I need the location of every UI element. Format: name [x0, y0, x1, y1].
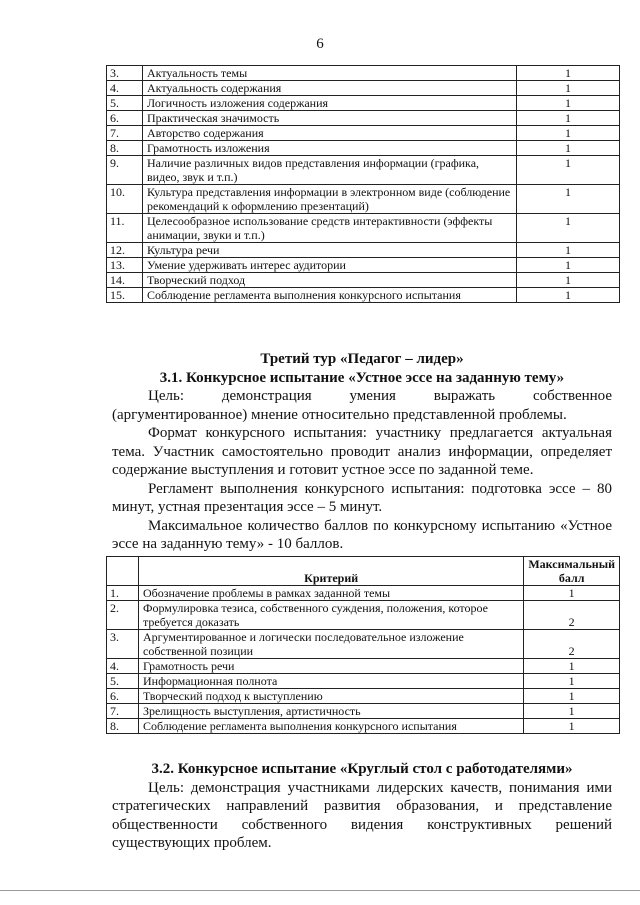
table-row — [107, 66, 620, 81]
cell-criterion: Культура речи — [143, 243, 517, 258]
header-score: Максимальный балл — [524, 557, 620, 586]
table-row — [107, 96, 620, 111]
table-row — [107, 586, 620, 601]
max-score-paragraph: Максимальное количество баллов по конкурсному испытанию «Устное эссе на заданную тему» - 10 баллов. — [112, 517, 612, 552]
cell-num: 4. — [107, 81, 143, 96]
header-num — [107, 557, 139, 586]
cell-score: 1 — [517, 111, 620, 126]
cell-score: 1 — [517, 66, 620, 81]
cell-num: 10. — [107, 185, 143, 214]
section-title: Третий тур «Педагог – лидер» — [260, 351, 464, 367]
cell-num: 3. — [107, 630, 139, 659]
cell-score: 1 — [524, 586, 620, 601]
cell-num: 13. — [107, 258, 143, 273]
cell-num: 8. — [107, 719, 139, 734]
section-3 — [112, 350, 612, 554]
table-row — [107, 141, 620, 156]
cell-criterion: Актуальность темы — [143, 66, 517, 81]
table-row — [107, 258, 620, 273]
cell-criterion: Целесообразное использование средств интерактивности (эффекты анимации, звуки и т.п.) — [143, 214, 517, 243]
cell-criterion: Соблюдение регламента выполнения конкурсного испытания — [143, 288, 517, 303]
goal-line-1: Цель: демонстрация умения выражать собственное — [148, 388, 612, 404]
cell-criterion: Умение удерживать интерес аудитории — [143, 258, 517, 273]
format-paragraph: Формат конкурсного испытания: участнику предлагается актуальная тема. Участник самостоятельно проводит анализ информации, определяет содержание выступления и готовит устное эссе по заданной теме. — [112, 425, 612, 478]
cell-criterion: Актуальность содержания — [143, 81, 517, 96]
header-criterion: Критерий — [139, 557, 524, 586]
cell-num: 11. — [107, 214, 143, 243]
cell-score: 1 — [517, 273, 620, 288]
table-row — [107, 659, 620, 674]
cell-num: 7. — [107, 126, 143, 141]
cell-num: 4. — [107, 659, 139, 674]
cell-num: 6. — [107, 111, 143, 126]
cell-score: 1 — [517, 288, 620, 303]
table-row — [107, 273, 620, 288]
cell-num: 6. — [107, 689, 139, 704]
cell-score: 1 — [517, 81, 620, 96]
table-row — [107, 704, 620, 719]
section-subtitle: 3.1. Конкурсное испытание «Устное эссе на заданную тему» — [159, 369, 565, 386]
table-row — [107, 674, 620, 689]
table-row — [107, 601, 620, 630]
cell-criterion: Практическая значимость — [143, 111, 517, 126]
cell-score: 1 — [517, 214, 620, 243]
cell-score: 1 — [517, 156, 620, 185]
regulation-paragraph: Регламент выполнения конкурсного испытания: подготовка эссе – 80 минут, устная презентация эссе – 5 минут. — [112, 480, 612, 515]
cell-score: 1 — [517, 96, 620, 111]
cell-criterion: Формулировка тезиса, собственного суждения, положения, которое требуется доказать — [139, 601, 524, 630]
cell-num: 15. — [107, 288, 143, 303]
cell-criterion: Творческий подход к выступлению — [139, 689, 524, 704]
page-number: 6 — [316, 36, 324, 52]
table-row — [107, 156, 620, 185]
cell-criterion: Логичность изложения содержания — [143, 96, 517, 111]
table-row — [107, 243, 620, 258]
cell-criterion: Грамотность изложения — [143, 141, 517, 156]
cell-num: 1. — [107, 586, 139, 601]
cell-criterion: Культура представления информации в электронном виде (соблюдение рекомендаций к оформлению презентаций) — [143, 185, 517, 214]
cell-score: 1 — [524, 719, 620, 734]
cell-num: 9. — [107, 156, 143, 185]
table-row — [107, 214, 620, 243]
cell-criterion: Зрелищность выступления, артистичность — [139, 704, 524, 719]
cell-score: 1 — [524, 704, 620, 719]
cell-criterion: Грамотность речи — [139, 659, 524, 674]
section-3-2-goal: Цель: демонстрация участниками лидерских качеств, понимания ими стратегических направлений развития образования, и представление общественности собственного видения конструктивных решений существующих проблем. — [112, 779, 612, 851]
cell-score: 1 — [517, 126, 620, 141]
cell-num: 8. — [107, 141, 143, 156]
table-row — [107, 719, 620, 734]
table-row — [107, 111, 620, 126]
cell-score: 1 — [517, 258, 620, 273]
cell-num: 14. — [107, 273, 143, 288]
section-3-2-title: 3.2. Конкурсное испытание «Круглый стол с работодателями» — [151, 761, 573, 777]
table-row — [107, 126, 620, 141]
table-row — [107, 288, 620, 303]
goal-line-2: (аргументированное) мнение относительно представленной проблемы. — [112, 406, 567, 423]
cell-score: 1 — [524, 674, 620, 689]
cell-num: 5. — [107, 674, 139, 689]
cell-score: 1 — [517, 141, 620, 156]
cell-criterion: Обозначение проблемы в рамках заданной темы — [139, 586, 524, 601]
page-bottom-line — [0, 890, 640, 891]
cell-num: 5. — [107, 96, 143, 111]
table-row — [107, 185, 620, 214]
cell-criterion: Наличие различных видов представления информации (графика, видео, звук и т.п.) — [143, 156, 517, 185]
criteria-table-1 — [106, 65, 620, 303]
cell-num: 3. — [107, 66, 143, 81]
cell-criterion: Творческий подход — [143, 273, 517, 288]
cell-score: 1 — [517, 243, 620, 258]
cell-num: 7. — [107, 704, 139, 719]
cell-criterion: Авторство содержания — [143, 126, 517, 141]
table-row — [107, 81, 620, 96]
cell-num: 2. — [107, 601, 139, 630]
cell-score: 2 — [524, 630, 620, 659]
cell-score: 1 — [517, 185, 620, 214]
section-3-2 — [112, 760, 612, 853]
criteria-table-2 — [106, 556, 620, 734]
cell-num: 12. — [107, 243, 143, 258]
table-row — [107, 630, 620, 659]
cell-criterion: Соблюдение регламента выполнения конкурсного испытания — [139, 719, 524, 734]
table-row — [107, 689, 620, 704]
cell-score: 1 — [524, 689, 620, 704]
cell-criterion: Информационная полнота — [139, 674, 524, 689]
cell-criterion: Аргументированное и логически последовательное изложение собственной позиции — [139, 630, 524, 659]
cell-score: 2 — [524, 601, 620, 630]
cell-score: 1 — [524, 659, 620, 674]
